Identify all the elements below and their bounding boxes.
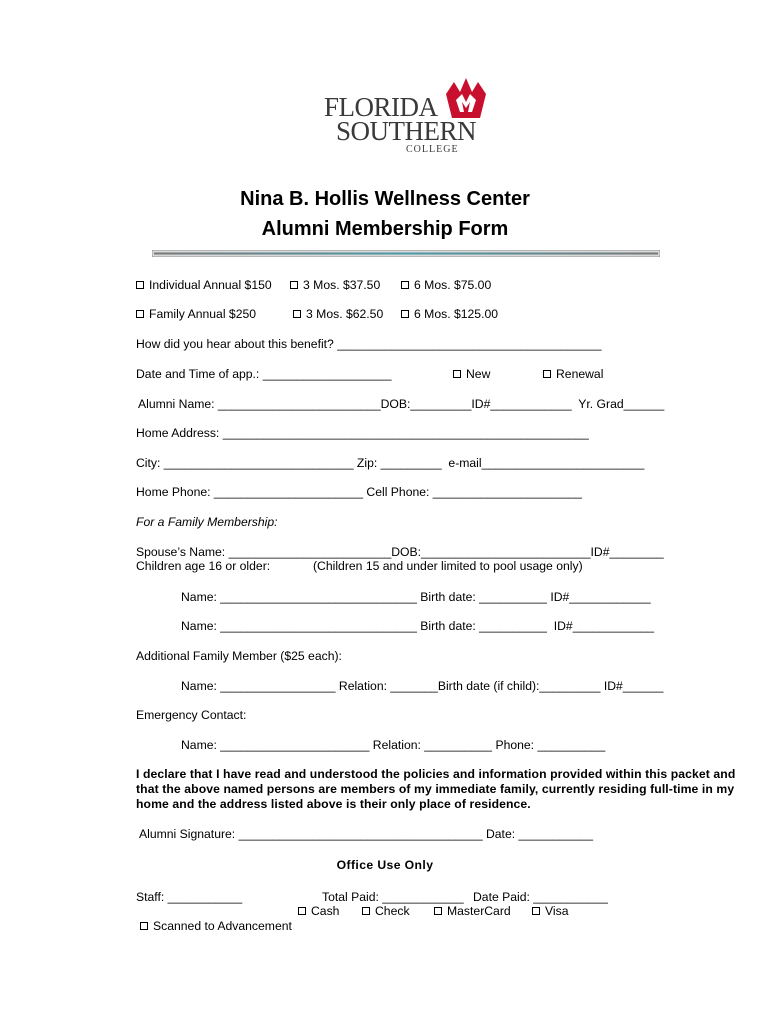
checkbox[interactable] [298, 907, 306, 915]
checkbox[interactable] [362, 907, 370, 915]
payment-cash[interactable]: Cash [298, 904, 339, 918]
total-paid-field[interactable]: Total Paid: ____________ [322, 890, 464, 904]
form-title: Nina B. Hollis Wellness Center [240, 188, 530, 210]
emergency-contact-field[interactable]: Name: ______________________ Relation: __________ Phone: __________ [181, 738, 606, 752]
option-individual-3mos[interactable]: 3 Mos. $37.50 [290, 278, 380, 292]
checkbox[interactable] [543, 370, 551, 378]
logo-text-college: COLLEGE [406, 144, 459, 155]
college-logo [318, 78, 493, 160]
form-subtitle: Alumni Membership Form [261, 218, 509, 240]
option-family-6mos[interactable]: 6 Mos. $125.00 [401, 307, 498, 321]
alumni-name-field[interactable]: Alumni Name: ________________________DOB:_________ID#____________ Yr. Grad______ [138, 397, 665, 411]
checkbox[interactable] [453, 370, 461, 378]
phone-fields[interactable]: Home Phone: ______________________ Cell Phone: ______________________ [136, 485, 582, 499]
additional-member-label: Additional Family Member ($25 each): [136, 649, 342, 663]
checkbox[interactable] [532, 907, 540, 915]
staff-field[interactable]: Staff: ___________ [136, 890, 243, 904]
family-membership-heading: For a Family Membership: [136, 515, 278, 529]
signature-field[interactable]: Alumni Signature: ____________________________________ Date: ___________ [139, 827, 594, 841]
date-time-field[interactable]: Date and Time of app.: ___________________ [136, 367, 392, 381]
declaration-text: I declare that I have read and understood the policies and information provided within this packet and that the above named persons are members of my immediate family, currently residing full-time in my home and the address listed above is their only place of residence. [136, 767, 736, 811]
office-use-heading: Office Use Only [336, 858, 434, 872]
option-individual-annual[interactable]: Individual Annual $150 [136, 278, 272, 292]
child-2-field[interactable]: Name: _____________________________ Birth date: __________ ID#____________ [181, 619, 655, 633]
checkbox[interactable] [401, 310, 409, 318]
logo-text-southern: SOUTHERN [336, 116, 477, 146]
additional-member-field[interactable]: Name: _________________ Relation: _______Birth date (if child):_________ ID#______ [181, 679, 664, 693]
scanned-to-advancement[interactable]: Scanned to Advancement [140, 919, 292, 933]
home-address-field[interactable]: Home Address: ______________________________________________________ [136, 426, 589, 440]
spouse-field[interactable]: Spouse’s Name: ________________________DOB:_________________________ID#________ [136, 545, 664, 559]
option-family-annual[interactable]: Family Annual $250 [136, 307, 256, 321]
checkbox[interactable] [293, 310, 301, 318]
checkbox[interactable] [401, 281, 409, 289]
emergency-contact-label: Emergency Contact: [136, 708, 247, 722]
option-new[interactable]: New [453, 367, 490, 381]
checkbox[interactable] [136, 281, 144, 289]
checkbox[interactable] [290, 281, 298, 289]
child-1-field[interactable]: Name: _____________________________ Birth date: __________ ID#____________ [181, 590, 651, 604]
payment-mastercard[interactable]: MasterCard [434, 904, 511, 918]
checkbox[interactable] [136, 310, 144, 318]
option-renewal[interactable]: Renewal [543, 367, 603, 381]
crown-flame-icon [444, 78, 488, 120]
option-individual-6mos[interactable]: 6 Mos. $75.00 [401, 278, 491, 292]
payment-visa[interactable]: Visa [532, 904, 569, 918]
children-note: (Children 15 and under limited to pool usage only) [313, 559, 583, 573]
header-divider [152, 250, 660, 257]
children-label: Children age 16 or older: [136, 559, 271, 573]
payment-check[interactable]: Check [362, 904, 410, 918]
checkbox[interactable] [434, 907, 442, 915]
how-heard-field[interactable]: How did you hear about this benefit? _______________________________________ [136, 337, 602, 351]
option-family-3mos[interactable]: 3 Mos. $62.50 [293, 307, 383, 321]
logo-text-florida: FLORIDA [324, 92, 438, 122]
date-paid-field[interactable]: Date Paid: ___________ [473, 890, 608, 904]
checkbox[interactable] [140, 922, 148, 930]
city-zip-email-field[interactable]: City: ____________________________ Zip: _________ e-mail________________________ [136, 456, 645, 470]
